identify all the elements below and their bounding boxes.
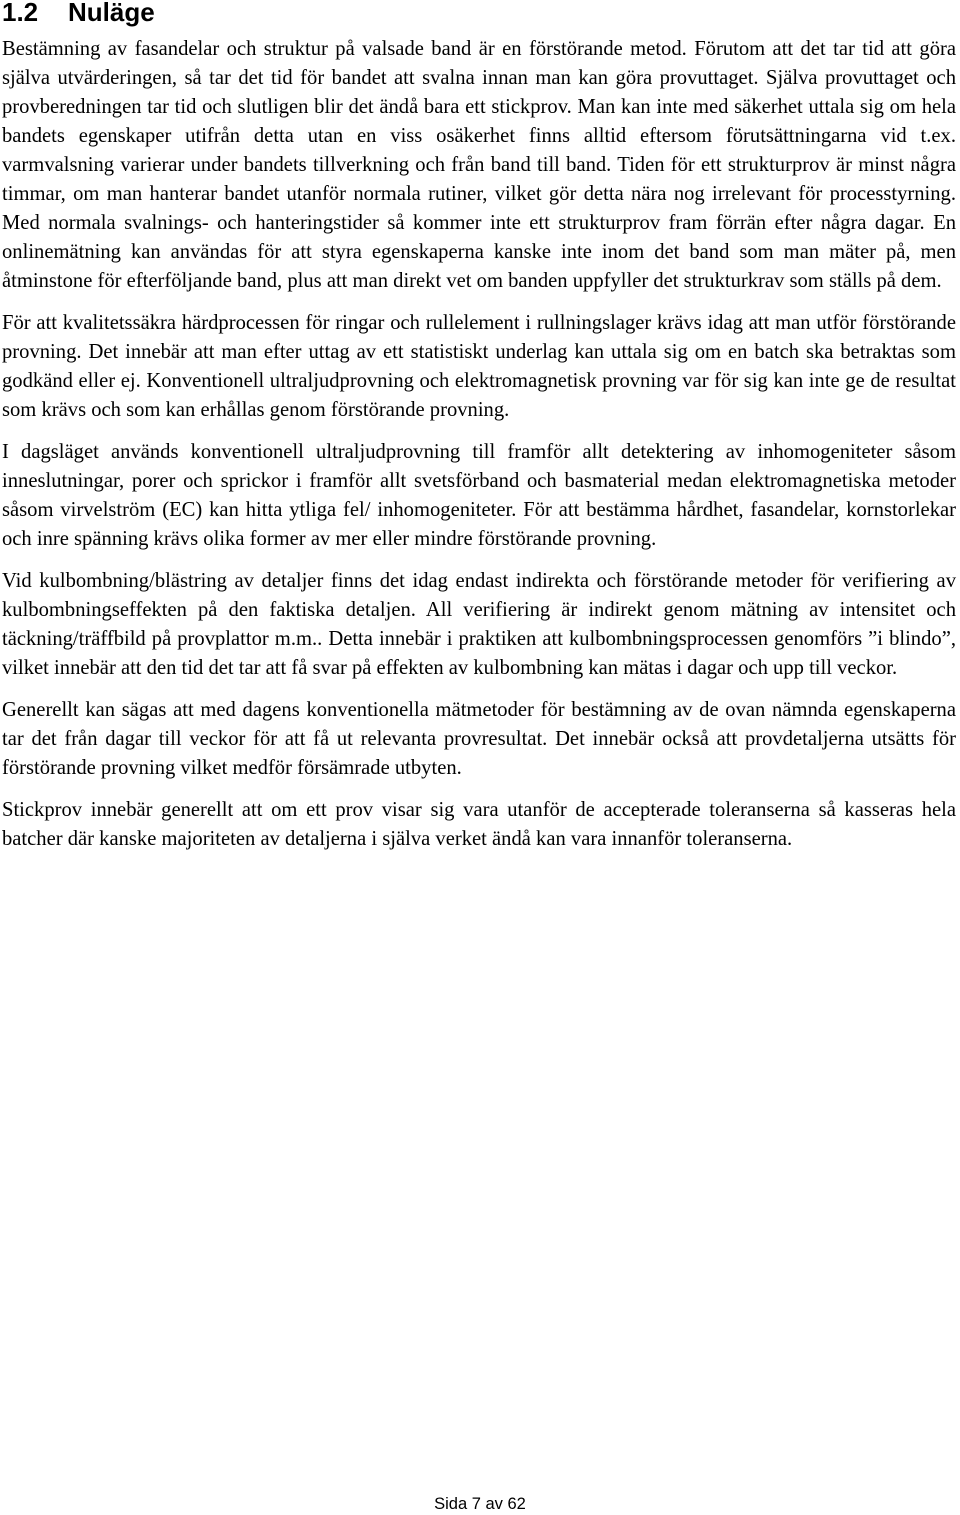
section-title: Nuläge	[68, 0, 155, 27]
section-heading	[2, 0, 155, 30]
section-number: 1.2	[2, 0, 39, 27]
paragraph-hardening-quality: För att kvalitetssäkra härdprocessen för ringar och rullelement i rullningslager krävs idag att man utför förstörande provning. Det innebär att man efter uttag av ett statistiskt underlag kan uttala sig om en batch ska betraktas som godkänd eller ej. Konventionell ultraljudprovning och elektromagnetisk provning var för sig kan inte ge de resultat som krävs och som kan erhållas genom förstörande provning.	[2, 312, 956, 421]
page-number: Sida 7 av 62	[434, 1495, 526, 1513]
paragraph-conventional-methods: Generellt kan sägas att med dagens konventionella mätmetoder för bestämning av de ovan nämnda egenskaperna tar det från dagar till veckor för att få ut relevanta provresultat. Det innebär också att provdetaljerna utsätts för förstörande provning vilket medför försämrade utbyten.	[2, 699, 956, 779]
section-body	[2, 35, 956, 867]
paragraph-spot-check: Stickprov innebär generellt att om ett prov visar sig vara utanför de accepterade toleranserna så kasseras hela batcher där kanske majoriteten av detaljerna i själva verket ändå kan vara innanför toleranserna.	[2, 799, 956, 850]
paragraph-shot-peening: Vid kulbombning/blästring av detaljer finns det idag endast indirekta och förstörande metoder för verifiering av kulbombningseffekten på den faktiska detaljen. All verifiering är indirekt genom mätning av intensitet och täckning/träffbild på provplattor m.m.. Detta innebär i praktiken att kulbombningsprocessen genomförs ”i blindo”, vilket innebär att den tid det tar att få svar på effekten av kulbombning kan mätas i dagar och upp till veckor.	[2, 570, 956, 679]
paragraph-inline-measurement: Bestämning av fasandelar och struktur på valsade band är en förstörande metod. Förutom att det tar tid att göra själva utvärderingen, så tar det tid för bandet att svalna innan man kan göra provuttaget. Själva provuttaget och provberedningen tar tid och slutligen blir det ändå bara ett stickprov. Man kan inte med säkerhet uttala sig om hela bandets egenskaper utifrån detta utan en viss osäkerhet finns alltid eftersom förutsättningarna vid t.ex. varmvalsning varierar under bandets tillverkning och från band till band. Tiden för ett strukturprov är minst några timmar, om man hanterar bandet utanför normala rutiner, vilket gör detta nära nog irrelevant för processtyrning. Med normala svalnings- och hanteringstider så kommer inte ett strukturprov fram förrän efter några dagar. En onlinemätning kan användas för att styra egenskaperna kanske inte inom det band som man mäter på, men åtminstone för efterföljande band, plus att man direkt vet om banden uppfyller det strukturkrav som ställs på dem.	[2, 38, 956, 292]
paragraph-ultrasonic-testing: I dagsläget används konventionell ultraljudprovning till framför allt detektering av inhomogeniteter såsom inneslutningar, porer och sprickor i framför allt svetsförband och basmaterial medan elektromagnetiska metoder såsom virvelström (EC) kan hitta ytliga fel/ inhomogeniteter. För att bestämma hårdhet, fasandelar, kornstorlekar och inre spänning krävs olika former av mer eller mindre förstörande provning.	[2, 441, 956, 550]
